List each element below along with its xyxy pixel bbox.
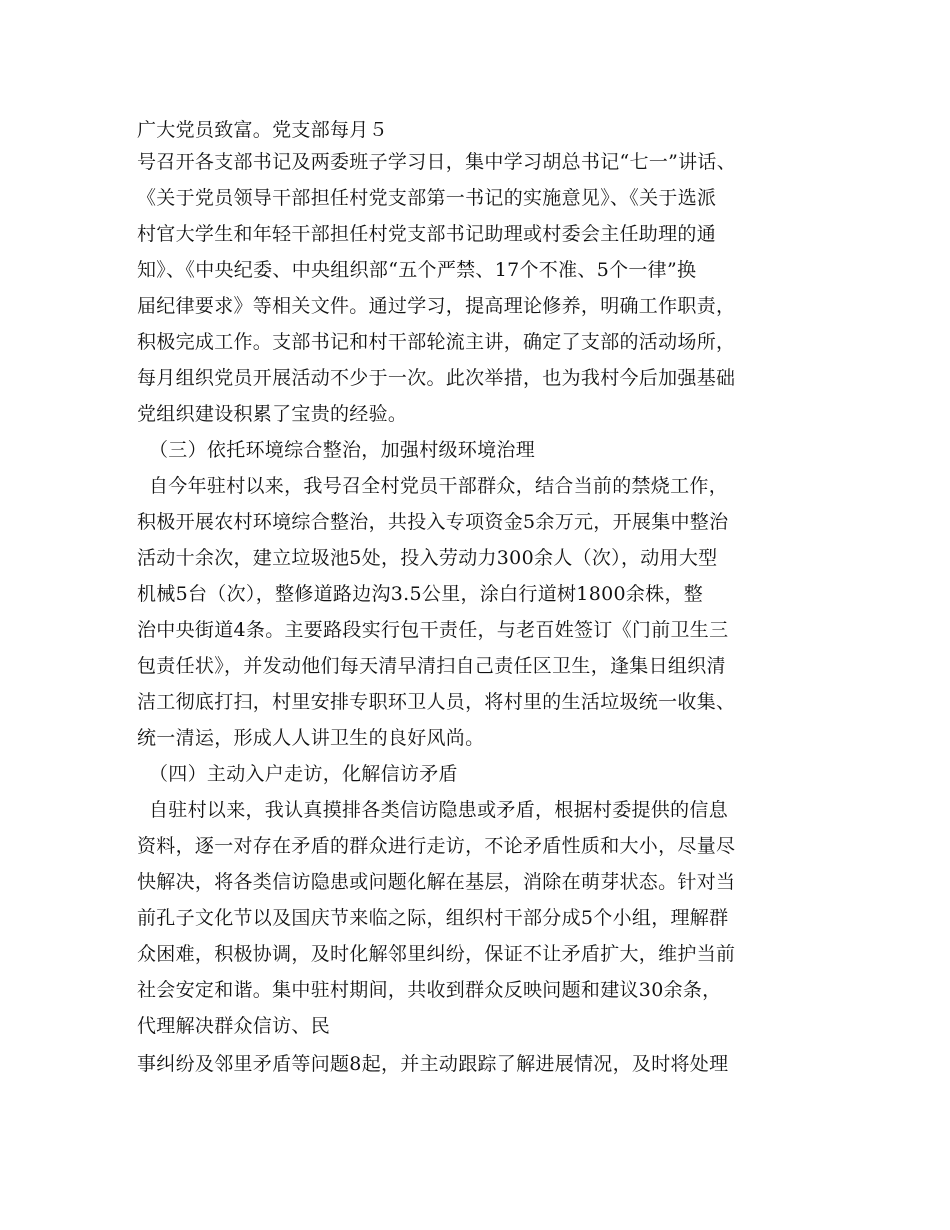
text-line: 积极完成工作。支部书记和村干部轮流主讲，确定了支部的活动场所， <box>137 331 736 353</box>
section-heading: （四）主动入户走访，化解信访矛盾 <box>149 763 458 785</box>
text-line: 洁工彻底打扫，村里安排专职环卫人员，将村里的生活垃圾统一收集、 <box>137 691 736 713</box>
text-line: 社会安定和谐。集中驻村期间，共收到群众反映问题和建议30余条， <box>137 979 722 1001</box>
text-line: 治中央街道4条。主要路段实行包干责任，与老百姓签订《门前卫生三 <box>137 619 729 641</box>
text-line: 《关于党员领导干部担任村党支部第一书记的实施意见》、《关于选派 <box>137 187 717 209</box>
text-line: 号召开各支部书记及两委班子学习日，集中学习胡总书记“七一”讲话、 <box>137 151 737 173</box>
text-line: 包责任状》，并发动他们每天清早清扫自己责任区卫生，逢集日组织清 <box>137 655 726 677</box>
text-line: 统一清运，形成人人讲卫生的良好风尚。 <box>137 727 485 749</box>
text-line: 事纠纷及邻里矛盾等问题8起，并主动跟踪了解进展情况，及时将处理 <box>137 1053 729 1075</box>
text-line: 每月组织党员开展活动不少于一次。此次举措，也为我村今后加强基础 <box>137 367 736 389</box>
text-line: 届纪律要求》等相关文件。通过学习，提高理论修养，明确工作职责， <box>137 295 736 317</box>
text-line: 党组织建设积累了宝贵的经验。 <box>137 403 408 425</box>
text-line: 快解决，将各类信访隐患或问题化解在基层，消除在萌芽状态。针对当 <box>137 871 736 893</box>
section-heading: （三）依托环境综合整治，加强村级环境治理 <box>149 439 536 461</box>
text-line: 广大党员致富。党支部每月５ <box>137 119 388 141</box>
text-line: 代理解决群众信访、民 <box>137 1015 331 1037</box>
text-line: 众困难，积极协调，及时化解邻里纠纷，保证不让矛盾扩大，维护当前 <box>137 943 736 965</box>
text-line: 前孔子文化节以及国庆节来临之际，组织村干部分成5个小组，理解群 <box>137 907 729 929</box>
text-line: 积极开展农村环境综合整治，共投入专项资金5余万元，开展集中整治 <box>137 511 729 533</box>
text-line: 资料，逐一对存在矛盾的群众进行走访，不论矛盾性质和大小，尽量尽 <box>137 835 736 857</box>
text-line: 活动十余次，建立垃圾池5处，投入劳动力300余人（次），动用大型 <box>137 547 718 569</box>
text-line: 机械5台（次），整修道路边沟3.5公里，涂白行道树1800余株，整 <box>137 583 704 605</box>
text-line: 村官大学生和年轻干部担任村党支部书记助理或村委会主任助理的通 <box>137 223 717 245</box>
text-line: 自驻村以来，我认真摸排各类信访隐患或矛盾，根据村委提供的信息 <box>149 799 729 821</box>
text-line: 知》、《中央纪委、中央组织部“五个严禁、17个不准、5个一律”换 <box>137 259 697 281</box>
text-line: 自今年驻村以来，我号召全村党员干部群众，结合当前的禁烧工作， <box>149 475 729 497</box>
